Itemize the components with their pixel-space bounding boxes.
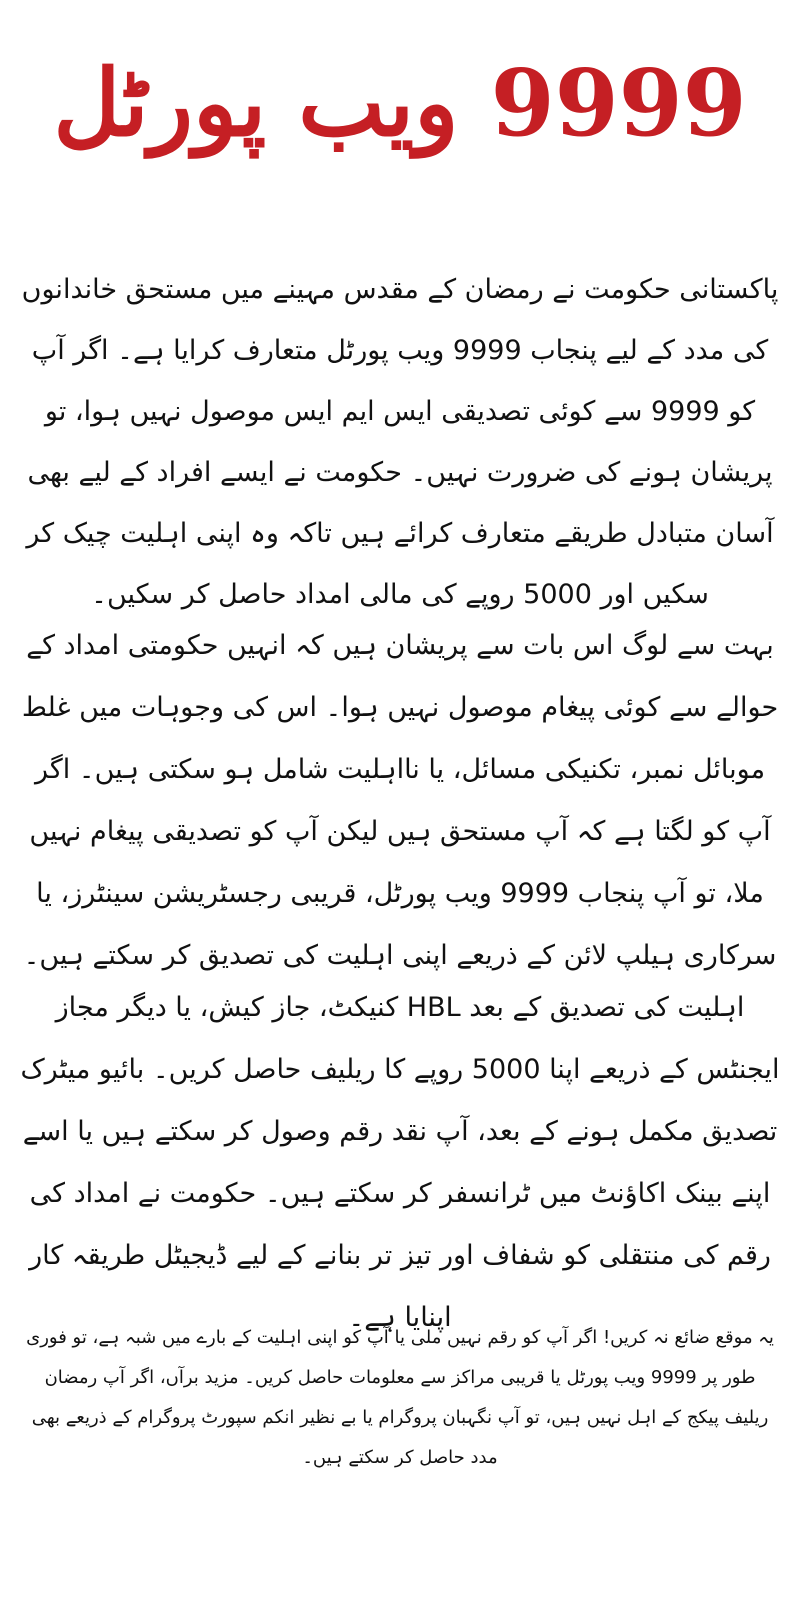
paragraph-3: اہلیت کی تصدیق کے بعد HBL کنیکٹ، جاز کیش، یا دیگر مجاز ایجنٹس کے ذریعے اپنا 5000 روپے کا ریلیف حاصل کریں۔ بائیو میٹرک تصدیق مکمل ہونے کے بعد، آپ نقد رقم وصول کر سکتے ہیں یا اسے اپنے بینک اکاؤنٹ میں ٹرانسفر کر سکتے ہیں۔ حکومت نے امداد کی رقم کی منتقلی کو شفاف اور تیز تر بنانے کے لیے ڈیجیٹل طریقہ کار اپنایا ہے۔ — [20, 992, 780, 1333]
paragraph-1: پاکستانی حکومت نے رمضان کے مقدس مہینے میں مستحق خاندانوں کی مدد کے لیے پنجاب 9999 ویب پورٹل متعارف کرایا ہے۔ اگر آپ کو 9999 سے کوئی تصدیقی ایس ایم ایس موصول نہیں ہوا، تو پریشان ہونے کی ضرورت نہیں۔ حکومت نے ایسے افراد کے لیے بھی آسان متبادل طریقے متعارف کرائے ہیں تاکہ وہ اپنی اہلیت چیک کر سکیں اور 5000 روپے کی مالی امداد حاصل کر سکیں۔ — [21, 274, 779, 610]
paragraph-4: یہ موقع ضائع نہ کریں! اگر آپ کو رقم نہیں ملی یا آپ کو اپنی اہلیت کے بارے میں شبہ ہے، تو فوری طور پر 9999 ویب پورٹل یا قریبی مراکز سے معلومات حاصل کریں۔ مزید برآں، اگر آپ رمضان ریلیف پیکج کے اہل نہیں ہیں، تو آپ نگہبان پروگرام یا بے نظیر انکم سپورٹ پروگرام کے ذریعے بھی مدد حاصل کر سکتے ہیں۔ — [26, 1327, 774, 1468]
page-title: 9999 ویب پورٹل — [53, 49, 747, 157]
paragraph-2: بہت سے لوگ اس بات سے پریشان ہیں کہ انہیں حکومتی امداد کے حوالے سے کوئی پیغام موصول نہیں ہوا۔ اس کی وجوہات میں غلط موبائل نمبر، تکنیکی مسائل، یا نااہلیت شامل ہو سکتی ہیں۔ اگر آپ کو لگتا ہے کہ آپ مستحق ہیں لیکن آپ کو تصدیقی پیغام نہیں ملا، تو آپ پنجاب 9999 ویب پورٹل، قریبی رجسٹریشن سینٹرز، یا سرکاری ہیلپ لائن کے ذریعے اپنی اہلیت کی تصدیق کر سکتے ہیں۔ — [21, 630, 779, 971]
